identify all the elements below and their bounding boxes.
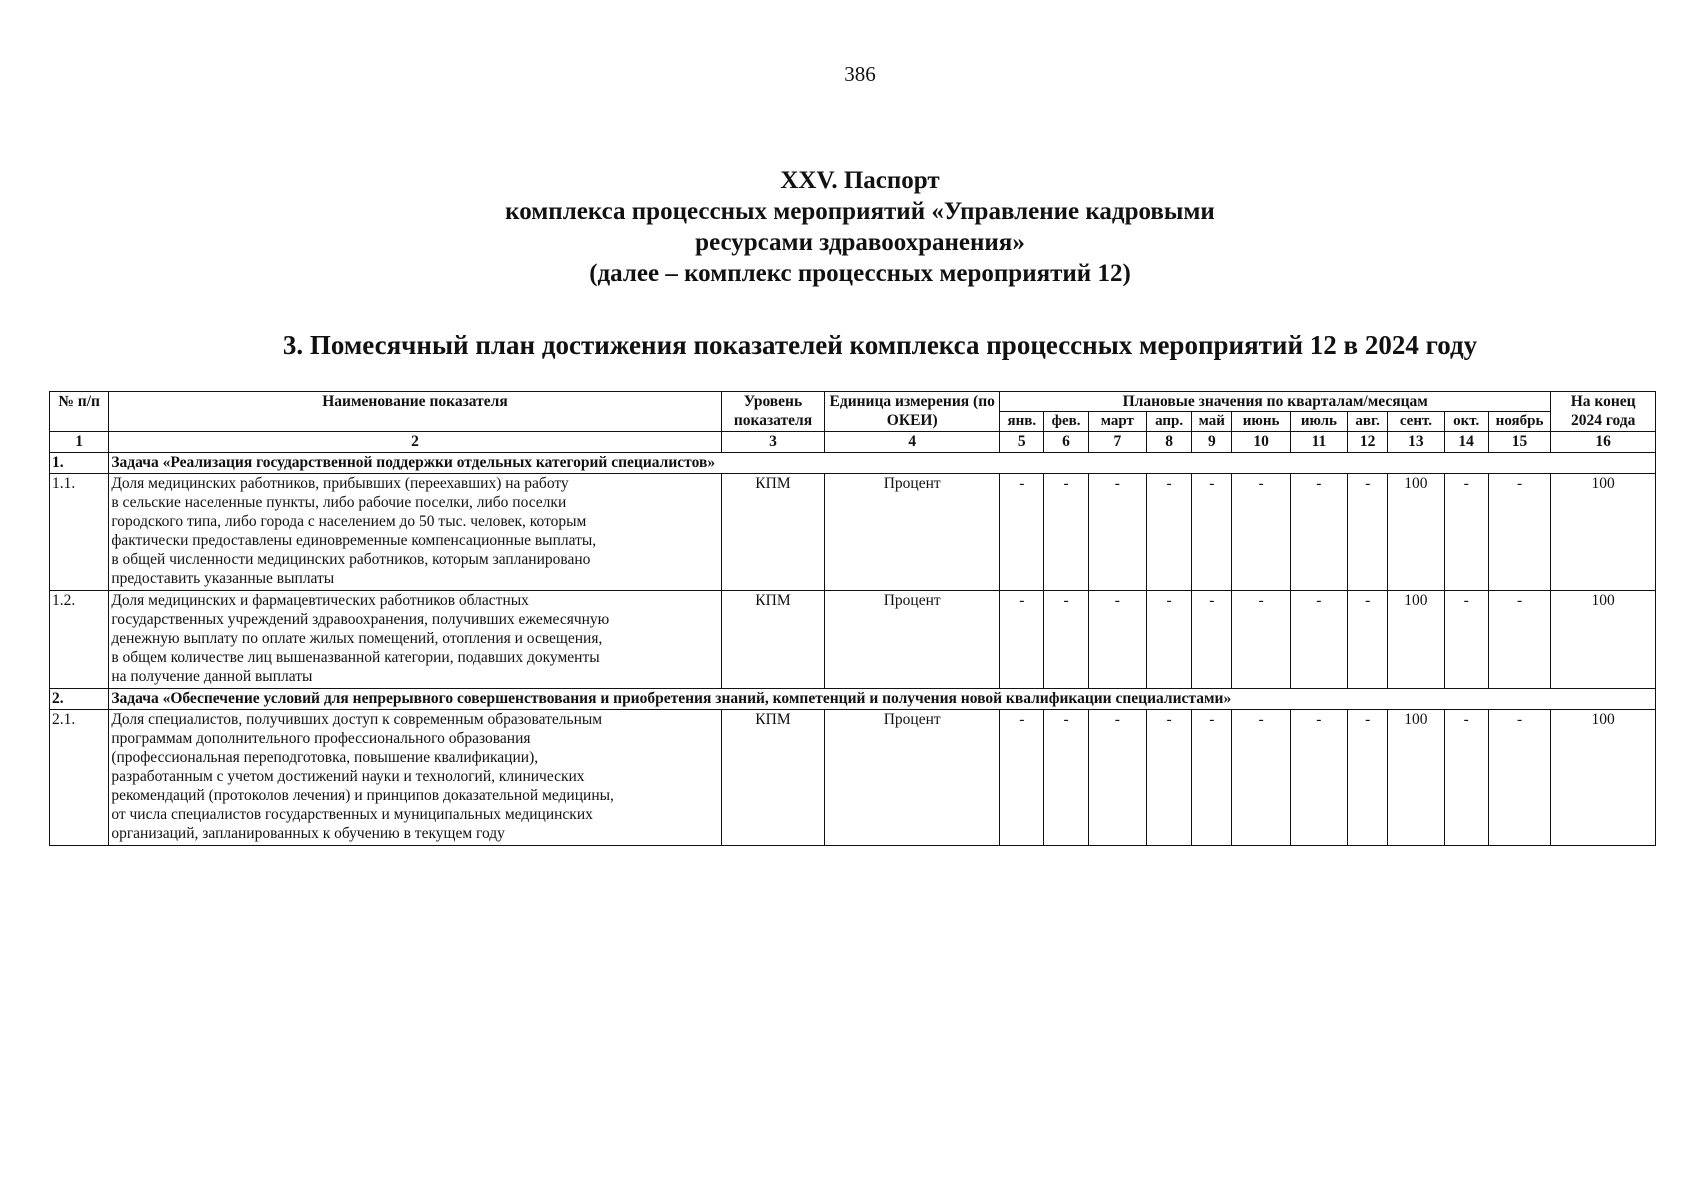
page-number: 386 [844,62,876,86]
month-value: - [1488,474,1551,591]
header-month: апр. [1146,412,1191,432]
month-value: - [1232,591,1290,689]
column-number: 5 [1000,432,1044,453]
document-title [0,165,1697,289]
month-value: - [1000,591,1044,689]
header-name: Наименование показателя [109,392,721,432]
month-value: - [1192,474,1232,591]
header-month: июнь [1232,412,1290,432]
column-number: 8 [1146,432,1191,453]
month-value: - [1232,710,1290,846]
task-title: Задача «Реализация государственной поддержки отдельных категорий специалистов» [109,453,1656,474]
header-num: № п/п [50,392,109,432]
indicator-name: Доля медицинских и фармацевтических работников областных государственных учреждений здравоохранения, получивших ежемесячную денежную выплату по оплате жилых помещений, отопления и освещения, в общем количестве лиц вышеназванной категории, подавших документы на получение данной выплаты [109,591,721,689]
month-value: - [1044,591,1088,689]
month-value: 100 [1388,591,1444,689]
indicator-unit: Процент [825,591,1000,689]
title-line-4: (далее – комплекс процессных мероприятий 12) [589,260,1131,287]
month-value: - [1348,591,1388,689]
indicator-unit: Процент [825,710,1000,846]
indicator-number: 1.1. [50,474,109,591]
column-number: 16 [1551,432,1656,453]
indicator-level: КПМ [721,710,825,846]
header-level: Уровень показателя [721,392,825,432]
month-value: - [1044,710,1088,846]
task-row [50,453,1656,474]
column-number: 14 [1444,432,1488,453]
header-month: янв. [1000,412,1044,432]
year-end-value: 100 [1551,591,1656,689]
task-title: Задача «Обеспечение условий для непрерывного совершенствования и приобретения знаний, компетенций и получения новой квалификации специалистами» [109,689,1656,710]
year-end-value: 100 [1551,710,1656,846]
month-value: - [1290,474,1347,591]
indicator-number: 1.2. [50,591,109,689]
title-line-3: ресурсами здравоохранения» [695,229,1025,256]
table-header [50,392,1656,453]
month-value: - [1444,710,1488,846]
month-value: - [1488,710,1551,846]
month-value: 100 [1388,710,1444,846]
month-value: - [1146,710,1191,846]
column-number: 11 [1290,432,1347,453]
header-month: окт. [1444,412,1488,432]
indicator-unit: Процент [825,474,1000,591]
month-value: - [1348,474,1388,591]
month-value: 100 [1388,474,1444,591]
indicator-level: КПМ [721,474,825,591]
header-month: авг. [1348,412,1388,432]
month-value: - [1044,474,1088,591]
month-value: - [1348,710,1388,846]
month-value: - [1146,474,1191,591]
month-value: - [1232,474,1290,591]
indicator-row [50,710,1656,846]
month-value: - [1290,591,1347,689]
task-number: 1. [50,453,109,474]
month-value: - [1088,474,1146,591]
month-value: - [1146,591,1191,689]
column-number: 2 [109,432,721,453]
header-planned: Плановые значения по кварталам/месяцам [1000,392,1551,412]
table-body [50,453,1656,846]
indicator-name: Доля медицинских работников, прибывших (переехавших) на работу в сельские населенные пункты, либо рабочие поселки, либо поселки городского типа, либо города с населением до 50 тыс. человек, которым фактически предоставлены единовременные компенсационные выплаты, в общей численности медицинских работников, которым запланировано предоставить указанные выплаты [109,474,721,591]
monthly-plan-table [49,391,1656,846]
month-value: - [1290,710,1347,846]
header-month: сент. [1388,412,1444,432]
column-number: 1 [50,432,109,453]
month-value: - [1000,474,1044,591]
indicator-number: 2.1. [50,710,109,846]
header-month: фев. [1044,412,1088,432]
month-value: - [1192,591,1232,689]
column-number: 10 [1232,432,1290,453]
title-line-2: комплекса процессных мероприятий «Управление кадровыми [505,198,1215,225]
column-number: 6 [1044,432,1088,453]
month-value: - [1000,710,1044,846]
task-number: 2. [50,689,109,710]
month-value: - [1444,591,1488,689]
section-subtitle: 3. Помесячный план достижения показателей комплекса процессных мероприятий 12 в 2024 году [282,330,1478,360]
column-number: 13 [1388,432,1444,453]
column-number: 3 [721,432,825,453]
column-number: 15 [1488,432,1551,453]
indicator-level: КПМ [721,591,825,689]
month-value: - [1444,474,1488,591]
task-row [50,689,1656,710]
header-year-end: На конец 2024 года [1551,392,1656,432]
header-month: май [1192,412,1232,432]
month-value: - [1088,710,1146,846]
year-end-value: 100 [1551,474,1656,591]
column-number-row [50,432,1656,453]
month-value: - [1088,591,1146,689]
column-number: 4 [825,432,1000,453]
column-number: 7 [1088,432,1146,453]
month-value: - [1488,591,1551,689]
indicator-name: Доля специалистов, получивших доступ к современным образовательным программам дополнительного профессионального образования (профессиональная переподготовка, повышение квалификации), разработанным с учетом достижений науки и технологий, клинических рекомендаций (протоколов лечения) и принципов доказательной медицины, от числа специалистов государственных и муниципальных медицинских организаций, запланированных к обучению в текущем году [109,710,721,846]
column-number: 12 [1348,432,1388,453]
indicator-row [50,474,1656,591]
header-unit: Единица измерения (по ОКЕИ) [825,392,1000,432]
column-number: 9 [1192,432,1232,453]
title-line-1: XXV. Паспорт [780,167,940,194]
header-month: март [1088,412,1146,432]
header-month: ноябрь [1488,412,1551,432]
month-value: - [1192,710,1232,846]
header-month: июль [1290,412,1347,432]
indicator-row [50,591,1656,689]
